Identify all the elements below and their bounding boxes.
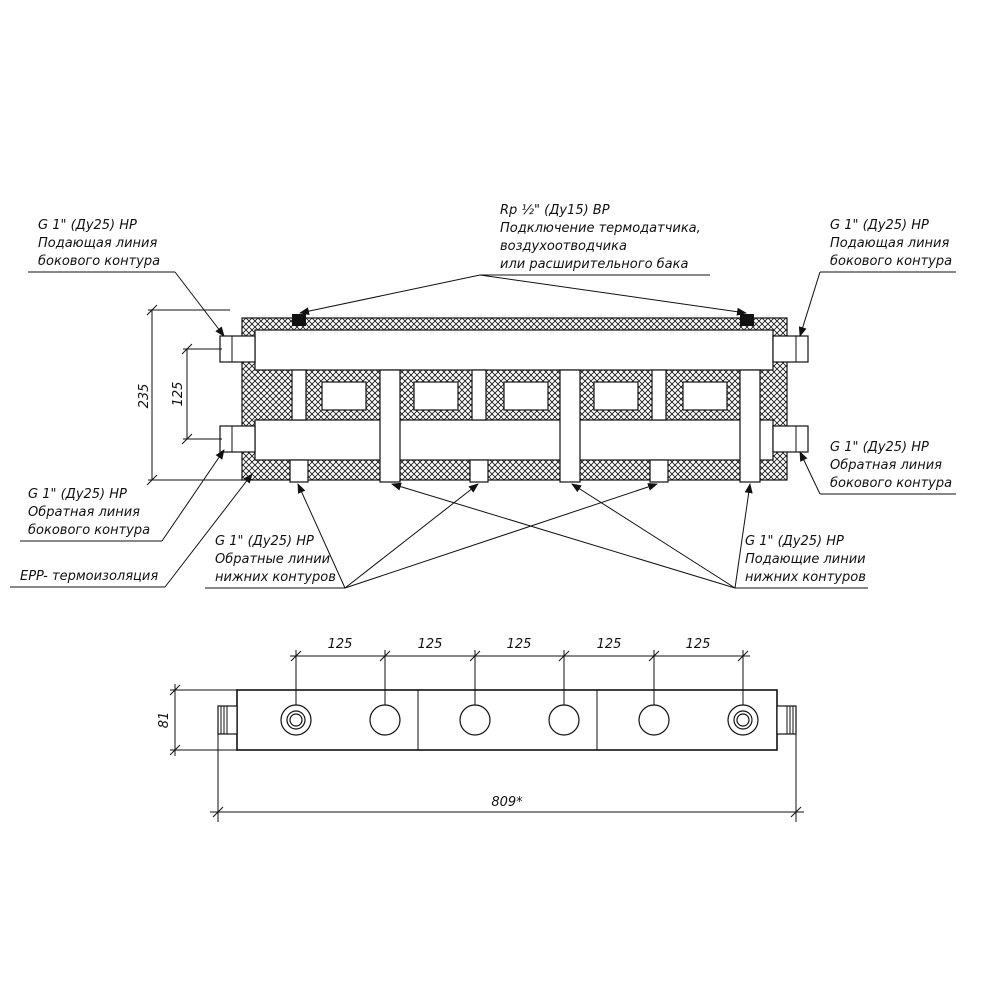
callout-bottom-left bbox=[205, 484, 657, 588]
svg-text:Обратная линия: Обратная линия bbox=[830, 458, 942, 473]
dim-spacing-4: 125 bbox=[596, 637, 622, 652]
callout-top-left bbox=[28, 218, 224, 336]
svg-text:воздухоотводчика: воздухоотводчика bbox=[500, 239, 627, 254]
svg-text:Rp ½" (Ду15) ВР: Rp ½" (Ду15) ВР bbox=[500, 203, 610, 218]
svg-text:Подающая линия: Подающая линия bbox=[38, 236, 158, 251]
callout-bottom-right bbox=[392, 484, 868, 588]
callout-top-right bbox=[800, 218, 956, 336]
dim-height-axis: 125 bbox=[171, 381, 186, 407]
dim-depth: 81 bbox=[157, 711, 172, 729]
dim-height-total: 235 bbox=[137, 383, 152, 409]
svg-text:бокового контура: бокового контура bbox=[830, 476, 953, 491]
svg-text:Обратные линии: Обратные линии bbox=[215, 552, 331, 567]
svg-text:G 1" (Ду25) НР: G 1" (Ду25) НР bbox=[745, 534, 844, 549]
top-view-ports bbox=[281, 705, 758, 735]
svg-text:Подключение термодатчика,: Подключение термодатчика, bbox=[500, 221, 701, 236]
top-view-body bbox=[237, 690, 777, 750]
svg-text:Обратная линия: Обратная линия bbox=[28, 505, 140, 520]
svg-text:или расширительного бака: или расширительного бака bbox=[500, 257, 689, 272]
dim-spacing-5: 125 bbox=[685, 637, 711, 652]
svg-text:G 1" (Ду25) НР: G 1" (Ду25) НР bbox=[830, 440, 929, 455]
svg-text:бокового контура: бокового контура bbox=[830, 254, 953, 269]
dim-spacing-1: 125 bbox=[327, 637, 353, 652]
callout-mid-left bbox=[20, 450, 224, 541]
dim-spacing-2: 125 bbox=[417, 637, 443, 652]
svg-text:G 1" (Ду25) НР: G 1" (Ду25) НР bbox=[215, 534, 314, 549]
svg-text:Подающие линии: Подающие линии bbox=[745, 552, 866, 567]
top-view bbox=[218, 690, 796, 750]
front-view bbox=[220, 314, 808, 482]
svg-text:Подающая линия: Подающая линия bbox=[830, 236, 950, 251]
svg-text:нижних контуров: нижних контуров bbox=[215, 570, 336, 585]
dim-length: 809* bbox=[491, 795, 523, 810]
svg-text:бокового контура: бокового контура bbox=[28, 523, 151, 538]
svg-text:бокового контура: бокового контура bbox=[38, 254, 161, 269]
svg-text:G 1" (Ду25) НР: G 1" (Ду25) НР bbox=[38, 218, 137, 233]
front-dimensions bbox=[137, 305, 242, 485]
svg-text:G 1" (Ду25) НР: G 1" (Ду25) НР bbox=[28, 487, 127, 502]
upper-header-pipe bbox=[255, 330, 773, 370]
svg-text:G 1" (Ду25) НР: G 1" (Ду25) НР bbox=[830, 218, 929, 233]
dim-spacing-3: 125 bbox=[506, 637, 532, 652]
callout-mid-right bbox=[800, 440, 956, 494]
callout-top-center bbox=[300, 203, 746, 313]
svg-text:EPP- термоизоляция: EPP- термоизоляция bbox=[20, 569, 159, 584]
svg-text:нижних контуров: нижних контуров bbox=[745, 570, 866, 585]
lower-header-pipe bbox=[255, 420, 773, 460]
